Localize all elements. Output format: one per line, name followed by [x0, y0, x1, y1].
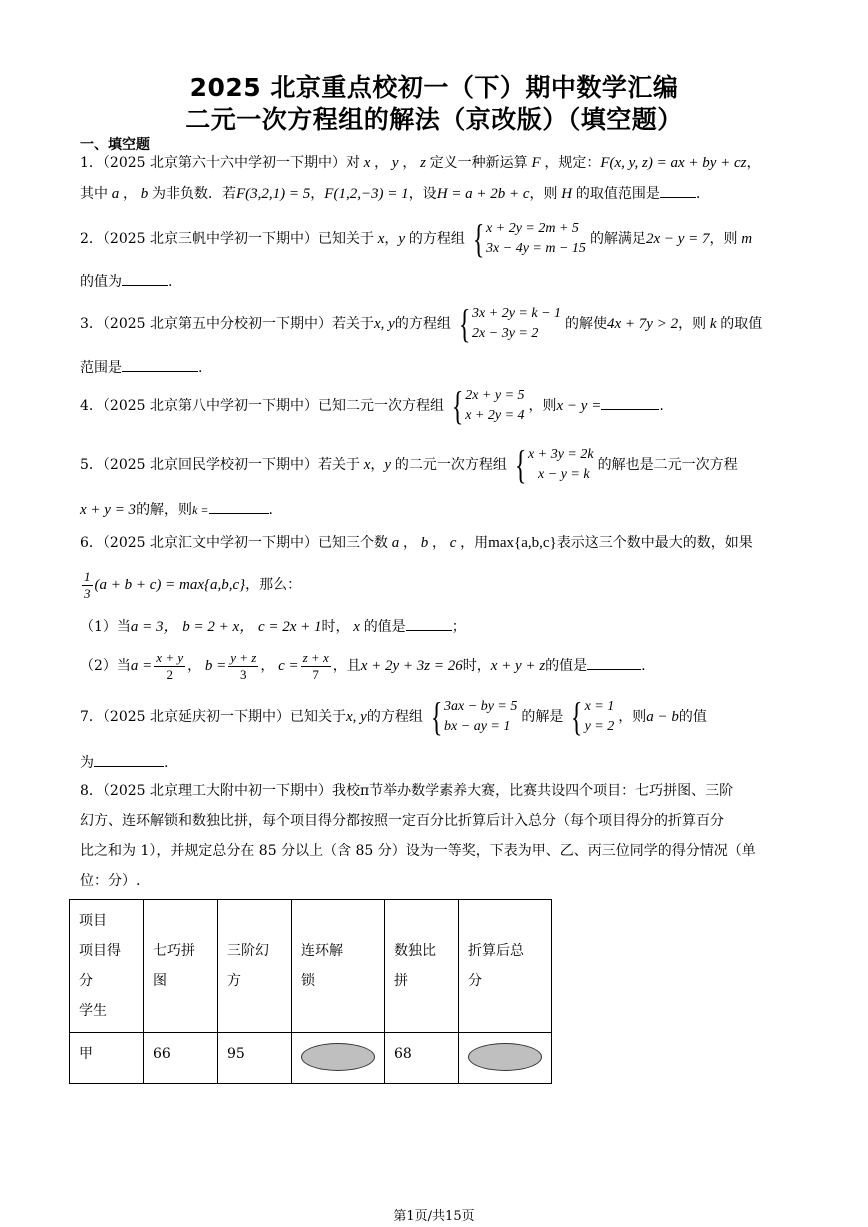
- hidden-value-ellipse: [468, 1043, 542, 1071]
- question-1-line-1: 1．（2025 北京第六十六中学初一下期中）对 x ， y ， z 定义一种新运算 F ，规定：F(x, y, z) = ax + by + cz，: [80, 155, 761, 171]
- question-5-line-1: 5．（2025 北京回民学校初一下期中）若关于 x，y 的二元一次方程组 { x + 3y = 2k x − y = k 的解也是二元一次方程: [80, 442, 738, 487]
- question-8-line-4: 位：分）.: [80, 873, 141, 889]
- document-subtitle: 二元一次方程组的解法（京改版）（填空题）: [185, 105, 683, 134]
- document-title: 2025 北京重点校初一（下）期中数学汇编: [189, 73, 679, 102]
- question-2-line-2: 的值为 .: [80, 271, 172, 292]
- question-8-line-2: 幻方、连环解锁和数独比拼，每个项目得分都按照一定百分比折算后计入总分（每个项目得分的折算百分: [80, 813, 724, 829]
- question-8-line-3: 比之和为 1），并规定总分在 85 分以上（含 85 分）设为一等奖，下表为甲、乙、丙三位同学的得分情况（单: [80, 843, 756, 859]
- table-cell: 甲: [70, 1033, 144, 1084]
- answer-blank: [587, 655, 641, 670]
- question-4: 4．（2025 北京第八中学初一下期中）已知二元一次方程组 { 2x + y = 5 x + 2y = 4 ，则x − y = .: [80, 383, 664, 428]
- table-header-cell: 七巧拼 图: [144, 900, 218, 1033]
- fraction: $\frac{x + y}{2}$: [156, 649, 184, 682]
- question-6-line-1: 6．（2025 北京汇文中学初一下期中）已知三个数 a ， b ， c ，用max{a,b,c}表示这三个数中最大的数，如果: [80, 535, 753, 551]
- table-cell: 95: [218, 1033, 292, 1084]
- answer-blank: [406, 616, 452, 631]
- question-3-line-1: 3．（2025 北京第五中分校初一下期中）若关于x, y的方程组 { 3x + 2y = k − 1 2x − 3y = 2 的解使4x + 7y > 2，则 k 的取值: [80, 301, 763, 346]
- table-header-cell: 折算后总 分: [459, 900, 552, 1033]
- fraction: $\frac{1}{3}$: [84, 568, 91, 601]
- table-header-cell: 连环解 锁: [292, 900, 385, 1033]
- table-header-cell: 三阶幻 方: [218, 900, 292, 1033]
- fraction: $\frac{z + x}{7}$: [302, 649, 329, 682]
- answer-blank: [209, 499, 269, 514]
- table-header-cell: 数独比 拼: [385, 900, 459, 1033]
- equation-system: { x + 2y = 2m + 5 3x − 4y = m − 15: [472, 216, 586, 261]
- question-5-line-2: x + y = 3的解，则k = .: [80, 499, 273, 520]
- answer-blank: [601, 395, 659, 410]
- question-6-line-2: $\frac{1}{3}$ (a + b + c) = max{a,b,c}，那么：: [84, 568, 302, 601]
- fraction: $\frac{y + z}{3}$: [230, 649, 257, 682]
- table-cell: 68: [385, 1033, 459, 1084]
- answer-blank: [660, 183, 696, 198]
- answer-blank: [122, 357, 198, 372]
- table-row: [70, 1033, 552, 1084]
- section-heading: 一、填空题: [80, 137, 150, 153]
- equation-system: { x + 3y = 2k x − y = k: [514, 442, 594, 487]
- hidden-value-ellipse: [301, 1043, 375, 1071]
- question-6-part-1: （1）当a = 3， b = 2 + x， c = 2x + 1时， x 的值是 ；: [80, 616, 466, 637]
- answer-blank: [122, 271, 168, 286]
- score-table: [69, 899, 552, 1084]
- table-cell: 66: [144, 1033, 218, 1084]
- table-corner-cell: 项目 项目得 分 学生: [70, 900, 144, 1033]
- question-6-part-2: （2）当a = $\frac{x + y}{2}$ ， b = $\frac{y + z}{3}$ ， c = $\frac{z + x}{7}$ ，且x + 2y + 3z = 26时，x + y + z的值是 .: [80, 649, 646, 682]
- answer-blank: [94, 752, 164, 767]
- equation-system: { 2x + y = 5 x + 2y = 4: [451, 383, 525, 428]
- equation-system: { 3ax − by = 5 bx − ay = 1: [430, 694, 518, 739]
- table-cell-hidden: [459, 1033, 552, 1084]
- question-2-line-1: 2．（2025 北京三帆中学初一下期中）已知关于 x，y 的方程组 { x + 2y = 2m + 5 3x − 4y = m − 15 的解满足2x − y = 7，则 m: [80, 216, 753, 261]
- question-1-line-2: 其中 a ， b 为非负数．若F(3,2,1) = 5，F(1,2,−3) = 1，设H = a + 2b + c，则 H 的取值范围是 .: [80, 183, 700, 204]
- question-7-line-1: 7．（2025 北京延庆初一下期中）已知关于x, y的方程组 { 3ax − by = 5 bx − ay = 1 的解是 { x = 1 y = 2 ，则a − b的值: [80, 694, 707, 739]
- question-3-line-2: 范围是 .: [80, 357, 202, 378]
- table-header-row: [70, 900, 552, 1033]
- question-7-line-2: 为 .: [80, 752, 168, 773]
- question-8-line-1: 8．（2025 北京理工大附中初一下期中）我校π节举办数学素养大赛，比赛共设四个项目：七巧拼图、三阶: [80, 783, 734, 799]
- solution-system: { x = 1 y = 2: [571, 694, 615, 739]
- table-cell-hidden: [292, 1033, 385, 1084]
- page-footer: 第1页/共15页: [393, 1209, 475, 1224]
- equation-system: { 3x + 2y = k − 1 2x − 3y = 2: [458, 301, 562, 346]
